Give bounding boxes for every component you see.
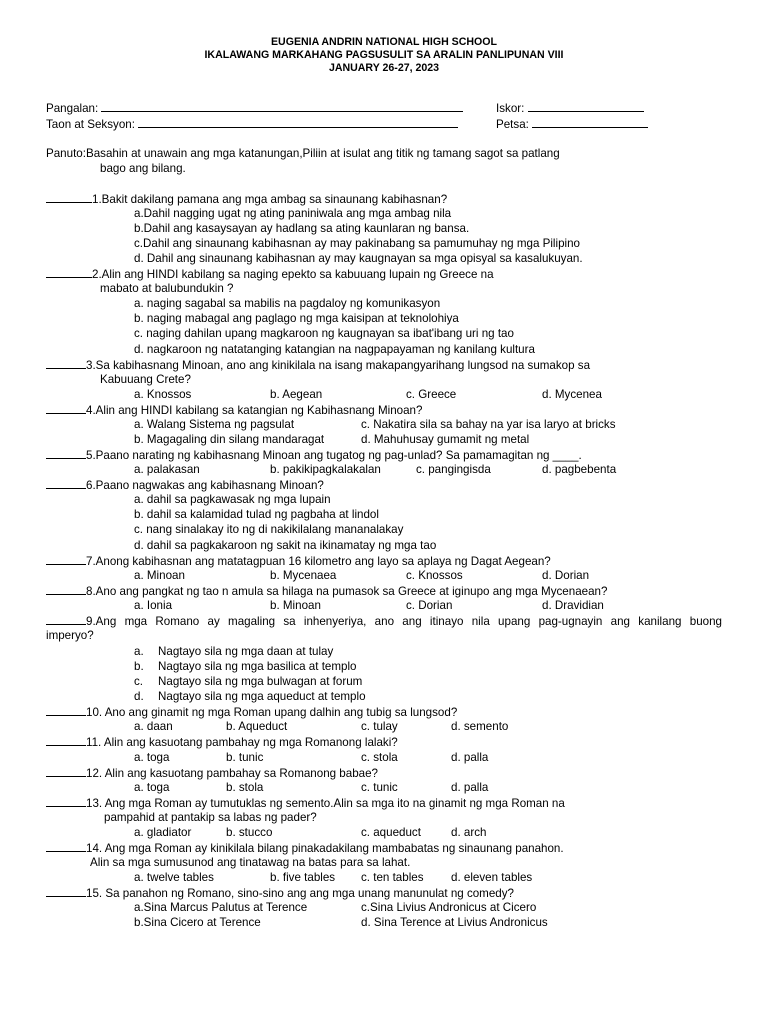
section-label: Taon at Seksyon: — [46, 118, 135, 131]
q7-option-b: b. Mycenaea — [270, 569, 337, 582]
answer-blank-2[interactable] — [46, 266, 92, 278]
q9-option-b-letter: b. — [134, 660, 144, 673]
answer-blank-1[interactable] — [46, 191, 92, 203]
name-field — [46, 100, 463, 116]
q6-option-c: c. nang sinalakay ito ng di nakikilalang mananalakay — [134, 523, 404, 536]
q12-option-b: b. stola — [226, 781, 264, 794]
q11-option-a: a. toga — [134, 751, 170, 764]
question-11 — [46, 734, 398, 750]
q4-option-a: a. Walang Sistema ng pagsulat — [134, 418, 295, 431]
q9-option-c-letter: c. — [134, 675, 144, 688]
q1-option-c: c.Dahil ang sinaunang kabihasnan ay may pakinabang sa pamumuhay ng mga Pilipino — [134, 237, 581, 250]
q13-option-b: b. stucco — [226, 826, 273, 839]
q3-option-b: b. Aegean — [270, 388, 323, 401]
question-15-text: 15. Sa panahon ng Romano, sino-sino ang ang mga unang manunulat ng comedy? — [86, 887, 514, 900]
date-blank[interactable] — [532, 116, 648, 128]
q10-option-b: b. Aqueduct — [226, 720, 288, 733]
question-10 — [46, 704, 457, 720]
q8-option-c: c. Dorian — [406, 599, 453, 612]
score-blank[interactable] — [528, 100, 644, 112]
answer-blank-4[interactable] — [46, 402, 86, 414]
q14-option-b: b. five tables — [270, 871, 336, 884]
q12-option-a: a. toga — [134, 781, 170, 794]
question-7 — [46, 553, 551, 569]
q10-option-a: a. daan — [134, 720, 173, 733]
question-11-text: 11. Alin ang kasuotang pambahay ng mga Romanong lalaki? — [86, 736, 398, 749]
name-label: Pangalan: — [46, 102, 99, 115]
q10-option-d: d. semento — [451, 720, 509, 733]
q11-option-b: b. tunic — [226, 751, 264, 764]
q13-option-a: a. gladiator — [134, 826, 192, 839]
question-14-text-cont: Alin sa mga sumusunod ang tinatawag na batas para sa lahat. — [90, 856, 411, 869]
answer-blank-3[interactable] — [46, 357, 86, 369]
question-4 — [46, 402, 422, 418]
question-2-text-cont: mabato at balubundukin ? — [100, 282, 234, 295]
q4-option-d: d. Mahuhusay gumamit ng metal — [361, 433, 530, 446]
question-4-text: 4.Alin ang HINDI kabilang sa katangian ng Kabihasnang Minoan? — [86, 404, 423, 417]
q10-option-c: c. tulay — [361, 720, 398, 733]
q6-option-d: d. dahil sa pagkakaroon ng sakit na ikinamatay ng mga tao — [134, 539, 437, 552]
q2-option-a: a. naging sagabal sa mabilis na pagdaloy ng komunikasyon — [134, 297, 441, 310]
q5-option-d: d. pagbebenta — [542, 463, 617, 476]
q5-option-a: a. palakasan — [134, 463, 200, 476]
answer-blank-12[interactable] — [46, 765, 86, 777]
question-3 — [46, 357, 590, 373]
q3-option-c: c. Greece — [406, 388, 457, 401]
q6-option-b: b. dahil sa kalamidad tulad ng pagbaha at lindol — [134, 508, 379, 521]
score-field — [496, 100, 644, 116]
q1-option-a: a.Dahil nagging ugat ng ating paniniwala ang mga ambag nila — [134, 207, 452, 220]
q7-option-a: a. Minoan — [134, 569, 185, 582]
q2-option-c: c. naging dahilan upang magkaroon ng kaugnayan sa ibat'ibang uri ng tao — [134, 327, 514, 340]
question-15 — [46, 885, 514, 901]
q11-option-c: c. stola — [361, 751, 398, 764]
q15-option-a: a.Sina Marcus Palutus at Terence — [134, 901, 308, 914]
q4-option-c: c. Nakatira sila sa bahay na yar isa laryo at bricks — [361, 418, 616, 431]
answer-blank-11[interactable] — [46, 734, 86, 746]
q3-option-d: d. Mycenea — [542, 388, 602, 401]
question-9-text: 9.Ang mga Romano ay magaling sa inhenyeriya, ano ang itinayo nila upang pag-ugnayin ang kanilang buong — [86, 615, 722, 628]
exam-date: JANUARY 26-27, 2023 — [328, 62, 440, 74]
question-2 — [46, 266, 494, 282]
q15-option-b: b.Sina Cicero at Terence — [134, 916, 261, 929]
date-label: Petsa: — [496, 118, 529, 131]
q1-option-b: b.Dahil ang kasaysayan ay hadlang sa ating kaunlaran ng bansa. — [134, 222, 470, 235]
question-13 — [46, 795, 565, 811]
q4-option-b: b. Magagaling din silang mandaragat — [134, 433, 325, 446]
q2-option-d: d. nagkaroon ng natatanging katangian na nagpapayaman ng kanilang kultura — [134, 343, 535, 356]
section-blank[interactable] — [138, 116, 458, 128]
q9-option-b: Nagtayo sila ng mga basilica at templo — [158, 660, 357, 673]
answer-blank-14[interactable] — [46, 840, 86, 852]
question-8 — [46, 583, 607, 599]
q6-option-a: a. dahil sa pagkawasak ng mga lupain — [134, 493, 331, 506]
q15-option-d: d. Sina Terence at Livius Andronicus — [361, 916, 548, 929]
q11-option-d: d. palla — [451, 751, 489, 764]
question-10-text: 10. Ano ang ginamit ng mga Roman upang dalhin ang tubig sa lungsod? — [86, 706, 458, 719]
q9-option-c: Nagtayo sila ng mga bulwagan at forum — [158, 675, 363, 688]
q8-option-a: a. Ionia — [134, 599, 173, 612]
question-6 — [46, 477, 324, 493]
question-14-text: 14. Ang mga Roman ay kinikilala bilang pinakadakilang mambabatas ng sinaunang panahon. — [86, 842, 564, 855]
answer-blank-8[interactable] — [46, 583, 86, 595]
school-name: EUGENIA ANDRIN NATIONAL HIGH SCHOOL — [270, 36, 497, 48]
exam-title: IKALAWANG MARKAHANG PAGSUSULIT SA ARALIN PANLIPUNAN VIII — [204, 49, 564, 61]
question-8-text: 8.Ano ang pangkat ng tao n amula sa hilaga na pumasok sa Greece at iginupo ang mga Mycenaean? — [86, 585, 608, 598]
q9-option-a-letter: a. — [134, 645, 144, 658]
question-9 — [46, 613, 722, 629]
question-5 — [46, 447, 582, 463]
q14-option-d: d. eleven tables — [451, 871, 533, 884]
question-1-text: 1.Bakit dakilang pamana ang mga ambag sa sinaunang kabihasnan? — [92, 193, 448, 206]
question-6-text: 6.Paano nagwakas ang kabihasnang Minoan? — [86, 479, 324, 492]
answer-blank-7[interactable] — [46, 553, 86, 565]
q7-option-c: c. Knossos — [406, 569, 463, 582]
q5-option-b: b. pakikipagkalakalan — [270, 463, 381, 476]
question-1 — [46, 191, 447, 207]
q12-option-c: c. tunic — [361, 781, 398, 794]
question-12-text: 12. Alin ang kasuotang pambahay sa Romanong babae? — [86, 767, 378, 780]
q7-option-d: d. Dorian — [542, 569, 590, 582]
q9-option-d: Nagtayo sila ng mga aqueduct at templo — [158, 690, 366, 703]
answer-blank-10[interactable] — [46, 704, 86, 716]
question-13-text: 13. Ang mga Roman ay tumutuklas ng semento.Alin sa mga ito na ginamit ng mga Roman na — [86, 797, 565, 810]
q15-option-c: c.Sina Livius Andronicus at Cicero — [361, 901, 537, 914]
question-5-text: 5.Paano narating ng kabihasnang Minoan ang tugatog ng pag-unlad? Sa pamamagitan ng ____. — [86, 449, 582, 462]
question-7-text: 7.Anong kabihasnan ang matatagpuan 16 kilometro ang layo sa aplaya ng Dagat Aegean? — [86, 555, 551, 568]
question-13-text-cont: pampahid at pantakip sa labas ng pader? — [104, 811, 317, 824]
directions-line-2: bago ang bilang. — [100, 162, 186, 175]
q8-option-d: d. Dravidian — [542, 599, 604, 612]
q3-option-a: a. Knossos — [134, 388, 192, 401]
q2-option-b: b. naging mabagal ang paglago ng mga kaisipan at teknolohiya — [134, 312, 459, 325]
q9-option-a: Nagtayo sila ng mga daan at tulay — [158, 645, 334, 658]
q8-option-b: b. Minoan — [270, 599, 321, 612]
q13-option-c: c. aqueduct — [361, 826, 421, 839]
question-2-text: 2.Alin ang HINDI kabilang sa naging epekto sa kabuuang lupain ng Greece na — [92, 268, 494, 281]
question-9-text-cont: imperyo? — [46, 629, 94, 642]
q12-option-d: d. palla — [451, 781, 489, 794]
question-3-text-cont: Kabuuang Crete? — [100, 373, 191, 386]
q14-option-c: c. ten tables — [361, 871, 424, 884]
question-12 — [46, 765, 378, 781]
q1-option-d: d. Dahil ang sinaunang kabihasnan ay may kaugnayan sa mga opisyal sa kasalukuyan. — [134, 252, 583, 265]
q13-option-d: d. arch — [451, 826, 487, 839]
score-label: Iskor: — [496, 102, 525, 115]
q9-option-d-letter: d. — [134, 690, 144, 703]
answer-blank-6[interactable] — [46, 477, 86, 489]
answer-blank-9[interactable] — [46, 613, 86, 625]
section-field — [46, 116, 458, 132]
name-blank[interactable] — [101, 100, 463, 112]
q5-option-c: c. pangingisda — [416, 463, 491, 476]
question-14 — [46, 840, 564, 856]
answer-blank-13[interactable] — [46, 795, 86, 807]
date-field — [496, 116, 648, 132]
q14-option-a: a. twelve tables — [134, 871, 214, 884]
question-3-text: 3.Sa kabihasnang Minoan, ano ang kinikilala na isang makapangyarihang lungsod na sumakop sa — [86, 359, 591, 372]
answer-blank-15[interactable] — [46, 885, 86, 897]
answer-blank-5[interactable] — [46, 447, 86, 459]
directions-line-1: Panuto:Basahin at unawain ang mga katanungan,Piliin at isulat ang titik ng tamang sagot sa patlang — [46, 147, 560, 160]
